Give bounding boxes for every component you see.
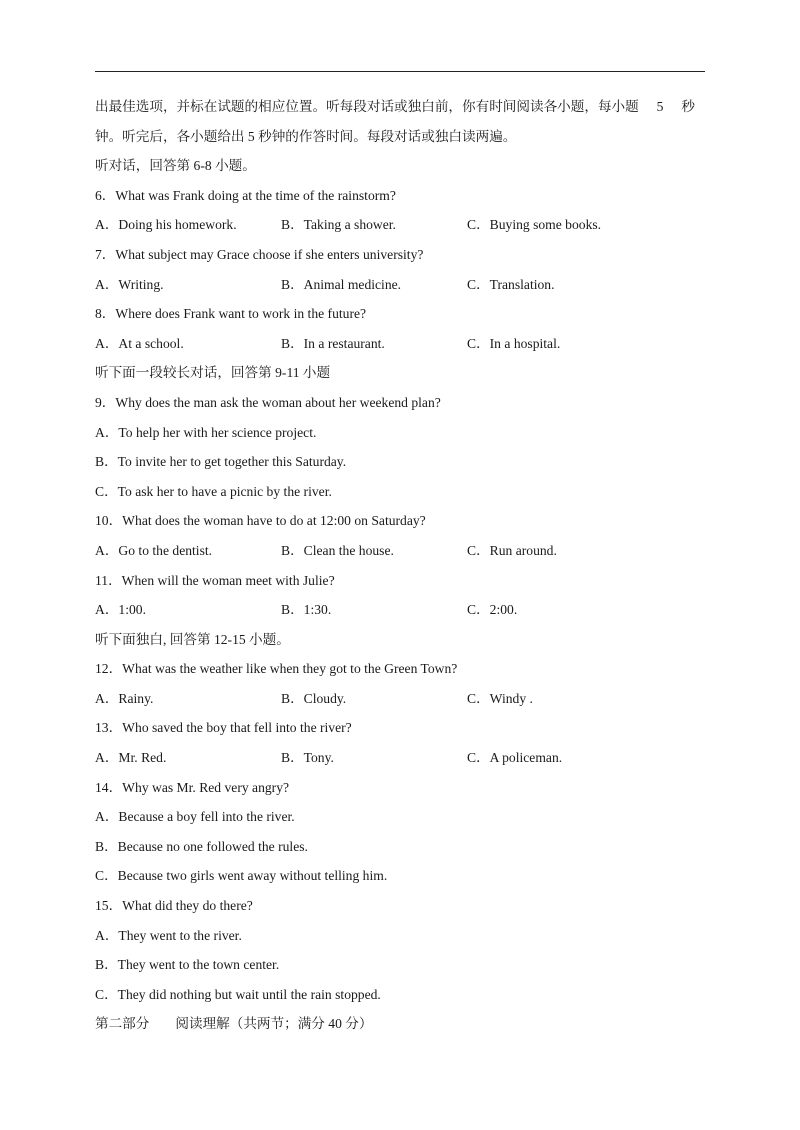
option-a: A．Writing. (95, 276, 164, 292)
option-b: B．Animal medicine. (281, 276, 402, 292)
option-a: A．Go to the dentist. (95, 542, 213, 558)
part-two-title: 阅读理解（共两节；满分 40 分） (175, 1016, 373, 1032)
question-8: 8．Where does Frank want to work in the future? (95, 306, 367, 322)
option-b: B．Taking a shower. (281, 217, 396, 233)
section-heading-12-15: 听下面独白, 回答第 12-15 小题。 (95, 631, 290, 647)
options-q7 (95, 274, 707, 304)
header-rule (95, 71, 705, 72)
section-heading-6-8: 听对话，回答第 6-8 小题。 (95, 158, 256, 174)
question-6: 6．What was Frank doing at the time of the rainstorm? (95, 187, 396, 203)
option-a: A．At a school. (95, 335, 184, 351)
option-b: B．They went to the town center. (95, 957, 280, 973)
options-q12 (95, 688, 707, 718)
option-c: C．Windy . (467, 690, 533, 706)
option-a: A．Rainy. (95, 690, 154, 706)
options-q10 (95, 540, 707, 570)
question-10: 10．What does the woman have to do at 12:00 on Saturday? (95, 513, 426, 529)
option-a: A．They went to the river. (95, 927, 242, 943)
option-c: C．A policeman. (467, 750, 563, 766)
instructions-unit: 秒 (681, 99, 695, 114)
option-c: C．To ask her to have a picnic by the river. (95, 483, 332, 499)
options-q8 (95, 333, 707, 363)
option-a: A．Doing his homework. (95, 217, 237, 233)
option-a: A．Because a boy fell into the river. (95, 809, 295, 825)
question-9: 9．Why does the man ask the woman about her weekend plan? (95, 394, 441, 410)
instructions-seconds: 5 (656, 99, 664, 114)
option-b: B．To invite her to get together this Saturday. (95, 454, 347, 470)
option-b: B．Cloudy. (281, 690, 347, 706)
option-c: C．Buying some books. (467, 217, 602, 233)
option-c: C．Because two girls went away without telling him. (95, 868, 388, 884)
options-q11 (95, 599, 707, 629)
option-a: A．Mr. Red. (95, 750, 167, 766)
option-c: C．In a hospital. (467, 335, 561, 351)
option-b: B．In a restaurant. (281, 335, 385, 351)
question-11: 11．When will the woman meet with Julie? (95, 572, 335, 588)
section-heading-9-11: 听下面一段较长对话，回答第 9-11 小题 (95, 365, 331, 381)
part-two-heading (95, 1013, 707, 1043)
question-7: 7．What subject may Grace choose if she enters university? (95, 246, 424, 262)
option-a: A．1:00. (95, 602, 146, 618)
instructions-line-2: 钟。听完后，各小题给出 5 秒钟的作答时间。每段对话或独白读两遍。 (95, 128, 517, 144)
option-a: A．To help her with her science project. (95, 424, 317, 440)
option-b: B．Because no one followed the rules. (95, 838, 308, 854)
exam-page-content (95, 96, 707, 1043)
option-b: B．1:30. (281, 602, 332, 618)
part-two-label: 第二部分 (95, 1016, 150, 1032)
question-13: 13．Who saved the boy that fell into the river? (95, 720, 352, 736)
option-b: B．Clean the house. (281, 542, 394, 558)
question-12: 12．What was the weather like when they got to the Green Town? (95, 661, 458, 677)
option-c: C．They did nothing but wait until the rain stopped. (95, 986, 381, 1002)
option-b: B．Tony. (281, 750, 334, 766)
instructions-line-1 (95, 96, 695, 126)
options-q6 (95, 214, 707, 244)
option-c: C．Translation. (467, 276, 555, 292)
question-15: 15．What did they do there? (95, 898, 253, 914)
option-c: C．Run around. (467, 542, 557, 558)
question-14: 14．Why was Mr. Red very angry? (95, 779, 290, 795)
instructions-text: 出最佳选项，并标在试题的相应位置。听每段对话或独白前，你有时间阅读各小题，每小题 (95, 99, 639, 114)
option-c: C．2:00. (467, 602, 518, 618)
options-q13 (95, 747, 707, 777)
